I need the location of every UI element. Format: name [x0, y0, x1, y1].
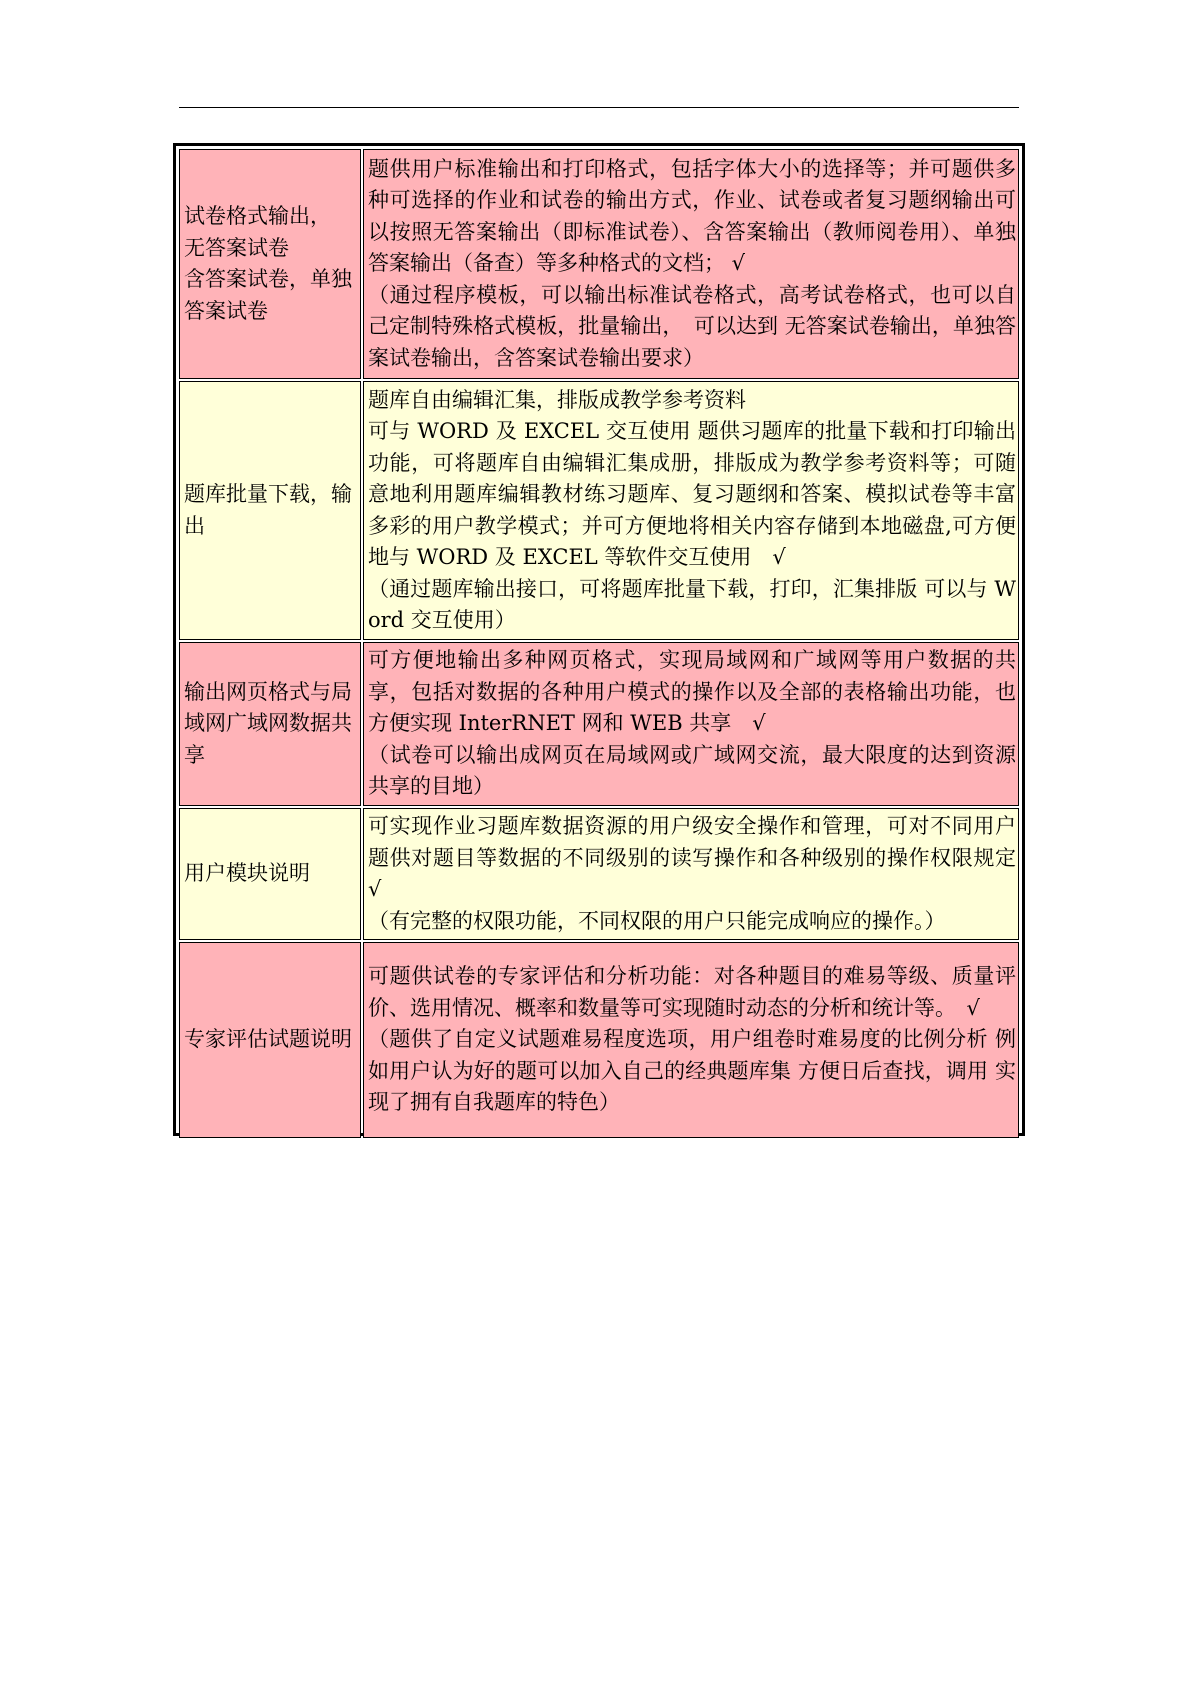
content-paragraph: （试卷可以输出成网页在局域网或广域网交流，最大限度的达到资源共享的目地）: [368, 742, 1016, 799]
row-content: [363, 381, 1019, 640]
table-row: [179, 381, 1019, 640]
row-label: 用户模块说明: [179, 808, 361, 940]
table-row: [179, 808, 1019, 940]
row-content: [363, 942, 1019, 1138]
content-paragraph: 可实现作业习题库数据资源的用户级安全操作和管理，可对不同用户题供对题目等数据的不同级别的读写操作和各种级别的操作权限规定 √: [368, 814, 1037, 901]
row-content: [363, 642, 1019, 806]
content-paragraph: 可方便地输出多种网页格式，实现局域网和广域网等用户数据的共享，包括对数据的各种用户模式的操作以及全部的表格输出功能，也方便实现 InterRNET 网和 WEB 共享 √: [368, 648, 1016, 736]
table-row: [179, 642, 1019, 806]
feature-table: [173, 143, 1037, 1136]
content-paragraph: （通过程序模板，可以输出标准试卷格式，高考试卷格式，也可以自己定制特殊格式模板，批量输出， 可以达到 无答案试卷输出，单独答案试卷输出，含答案试卷输出要求）: [368, 282, 1016, 370]
row-label: 题库批量下载，输出: [179, 381, 361, 640]
content-paragraph: 可与 WORD 及 EXCEL 交互使用 题供习题库的批量下载和打印输出功能，可将题库自由编辑汇集成册，排版成为教学参考资料等；可随意地利用题库编辑教材练习题库、复习题纲和答案、模拟试卷等丰富多彩的用户教学模式；并可方便地将相关内容存储到本地磁盘,可方便地与 WORD 及 EXCEL 等软件交互使用 √: [368, 419, 1016, 569]
content-paragraph: （题供了自定义试题难易程度选项，用户组卷时难易度的比例分析 例如用户认为好的题可以加入自己的经典题库集 方便日后查找，调用 实现了拥有自我题库的特色）: [368, 1027, 1016, 1115]
row-label: 输出网页格式与局域网广域网数据共享: [179, 642, 361, 806]
table-row: [179, 149, 1019, 379]
row-content: [363, 149, 1019, 379]
feature-table-grid: [177, 147, 1037, 1140]
content-paragraph: 题库自由编辑汇集，排版成教学参考资料: [368, 387, 746, 412]
row-label: 专家评估试题说明: [179, 942, 361, 1138]
content-paragraph: （有完整的权限功能，不同权限的用户只能完成响应的操作。）: [368, 908, 946, 933]
row-label: 试卷格式输出， 无答案试卷 含答案试卷，单独答案试卷: [179, 149, 361, 379]
header-rule: [179, 107, 1019, 108]
content-paragraph: 题供用户标准输出和打印格式，包括字体大小的选择等；并可题供多种可选择的作业和试卷的输出方式，作业、试卷或者复习题纲输出可以按照无答案输出（即标准试卷）、含答案输出（教师阅卷用）、单独答案输出（备查）等多种格式的文档； √: [368, 156, 1016, 276]
table-row: [179, 942, 1019, 1138]
content-paragraph: 可题供试卷的专家评估和分析功能：对各种题目的难易等级、质量评价、选用情况、概率和数量等可实现随时动态的分析和统计等。 √: [368, 964, 1016, 1020]
content-paragraph: （通过题库输出接口，可将题库批量下载，打印，汇集排版 可以与 Word 交互使用）: [368, 576, 1016, 632]
row-content: [363, 808, 1037, 940]
